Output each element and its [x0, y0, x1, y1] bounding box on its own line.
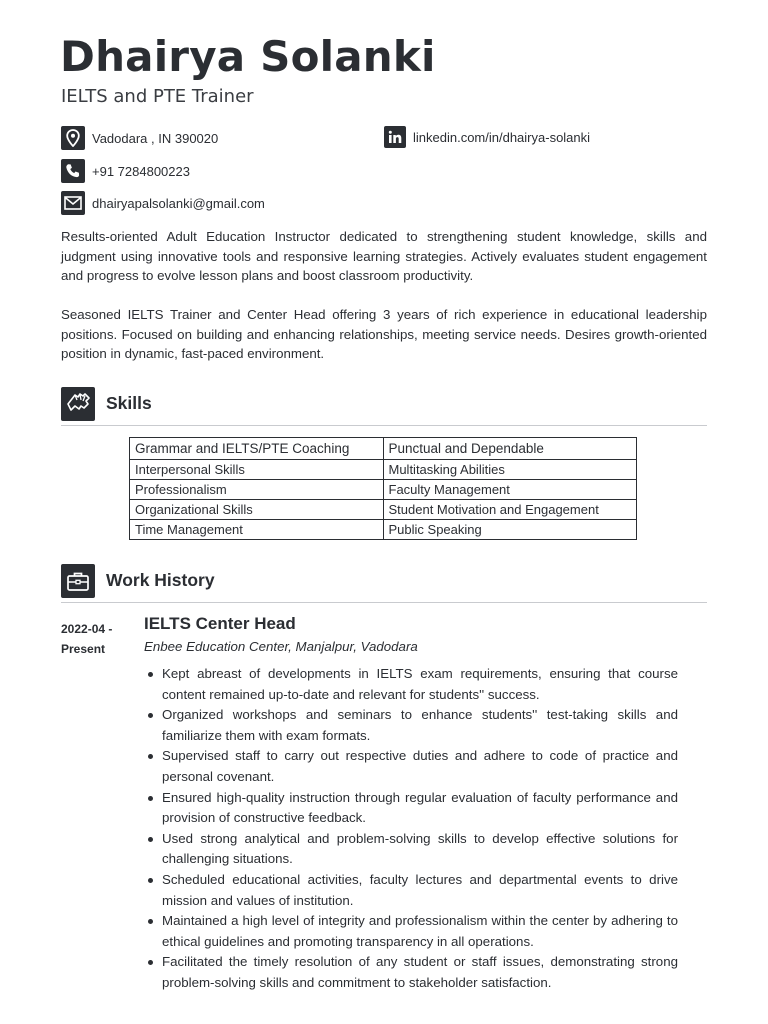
skills-row [130, 480, 637, 500]
summary-paragraph-2: Seasoned IELTS Trainer and Center Head offering 3 years of rich experience in educational leadership positions. Focused on building and enhancing relationships, meeting service needs. Desires growth-oriented position in dynamic, fast-paced environment. [61, 307, 707, 362]
skills-row [130, 520, 637, 540]
email-icon [61, 191, 85, 215]
job-bullet: Scheduled educational activities, faculty lectures and departmental events to drive mission and values of institution. [144, 870, 678, 911]
job-bullet: Supervised staff to carry out respective duties and adhere to code of practice and personal covenant. [144, 746, 678, 787]
location-text: Vadodara , IN 390020 [92, 130, 219, 146]
candidate-name: Dhairya Solanki [60, 32, 436, 81]
skill-cell: Faculty Management [383, 480, 637, 500]
job-company: Enbee Education Center, Manjalpur, Vadodara [144, 639, 418, 654]
contact-linkedin [384, 126, 590, 148]
work-history-heading: Work History [106, 570, 215, 590]
skills-hand-icon [61, 387, 95, 421]
skills-row [130, 438, 637, 460]
job-bullet: Kept abreast of developments in IELTS exam requirements, ensuring that course content remained up-to-date and relevant for students'' success. [144, 664, 678, 705]
job-date-start: 2022-04 - [61, 622, 113, 636]
skill-cell: Student Motivation and Engagement [383, 500, 637, 520]
summary-paragraph-1: Results-oriented Adult Education Instructor dedicated to strengthening student knowledge, skills and judgment using innovative tools and responsive learning strategies. Actively evaluates student engagement and progress to evolve lesson plans and boost classroom productivity. [61, 229, 707, 284]
phone-icon [61, 159, 85, 183]
job-date-end: Present [61, 642, 106, 656]
job-title: IELTS Center Head [144, 614, 296, 633]
skill-cell: Organizational Skills [130, 500, 384, 520]
skills-row [130, 500, 637, 520]
job-bullet: Ensured high-quality instruction through regular evaluation of faculty performance and provision of constructive feedback. [144, 788, 678, 829]
skills-table [129, 437, 637, 540]
skill-cell: Time Management [130, 520, 384, 540]
skill-cell: Professionalism [130, 480, 384, 500]
skill-cell: Punctual and Dependable [383, 438, 637, 460]
job-bullet: Facilitated the timely resolution of any student or staff issues, demonstrating strong problem-solving skills and commitment to stakeholder satisfaction. [144, 952, 678, 993]
skills-heading: Skills [106, 393, 152, 413]
work-history-section-header [61, 562, 707, 603]
email-link[interactable]: dhairyapalsolanki@gmail.com [92, 195, 265, 211]
contact-email [61, 191, 265, 215]
contact-phone [61, 159, 190, 183]
candidate-title: IELTS and PTE Trainer [61, 86, 254, 107]
skills-row [130, 460, 637, 480]
location-icon [61, 126, 85, 150]
job-bullet: Used strong analytical and problem-solving skills to develop effective solutions for challenging situations. [144, 829, 678, 870]
briefcase-icon [61, 564, 95, 598]
skill-cell: Interpersonal Skills [130, 460, 384, 480]
job-bullet: Maintained a high level of integrity and professionalism within the center by adhering to ethical guidelines and promoting transparency in all operations. [144, 911, 678, 952]
contact-location [61, 126, 218, 150]
job-responsibilities-list [144, 664, 678, 994]
phone-text: +91 7284800223 [92, 163, 190, 179]
linkedin-icon [384, 126, 406, 148]
skills-section-header [61, 385, 707, 426]
skill-cell: Multitasking Abilities [383, 460, 637, 480]
skill-cell: Public Speaking [383, 520, 637, 540]
job-date-range [61, 619, 112, 659]
linkedin-link[interactable]: linkedin.com/in/dhairya-solanki [413, 129, 591, 145]
job-bullet: Organized workshops and seminars to enhance students'' test-taking skills and familiarize them with exam formats. [144, 705, 678, 746]
skill-cell: Grammar and IELTS/PTE Coaching [130, 438, 384, 460]
